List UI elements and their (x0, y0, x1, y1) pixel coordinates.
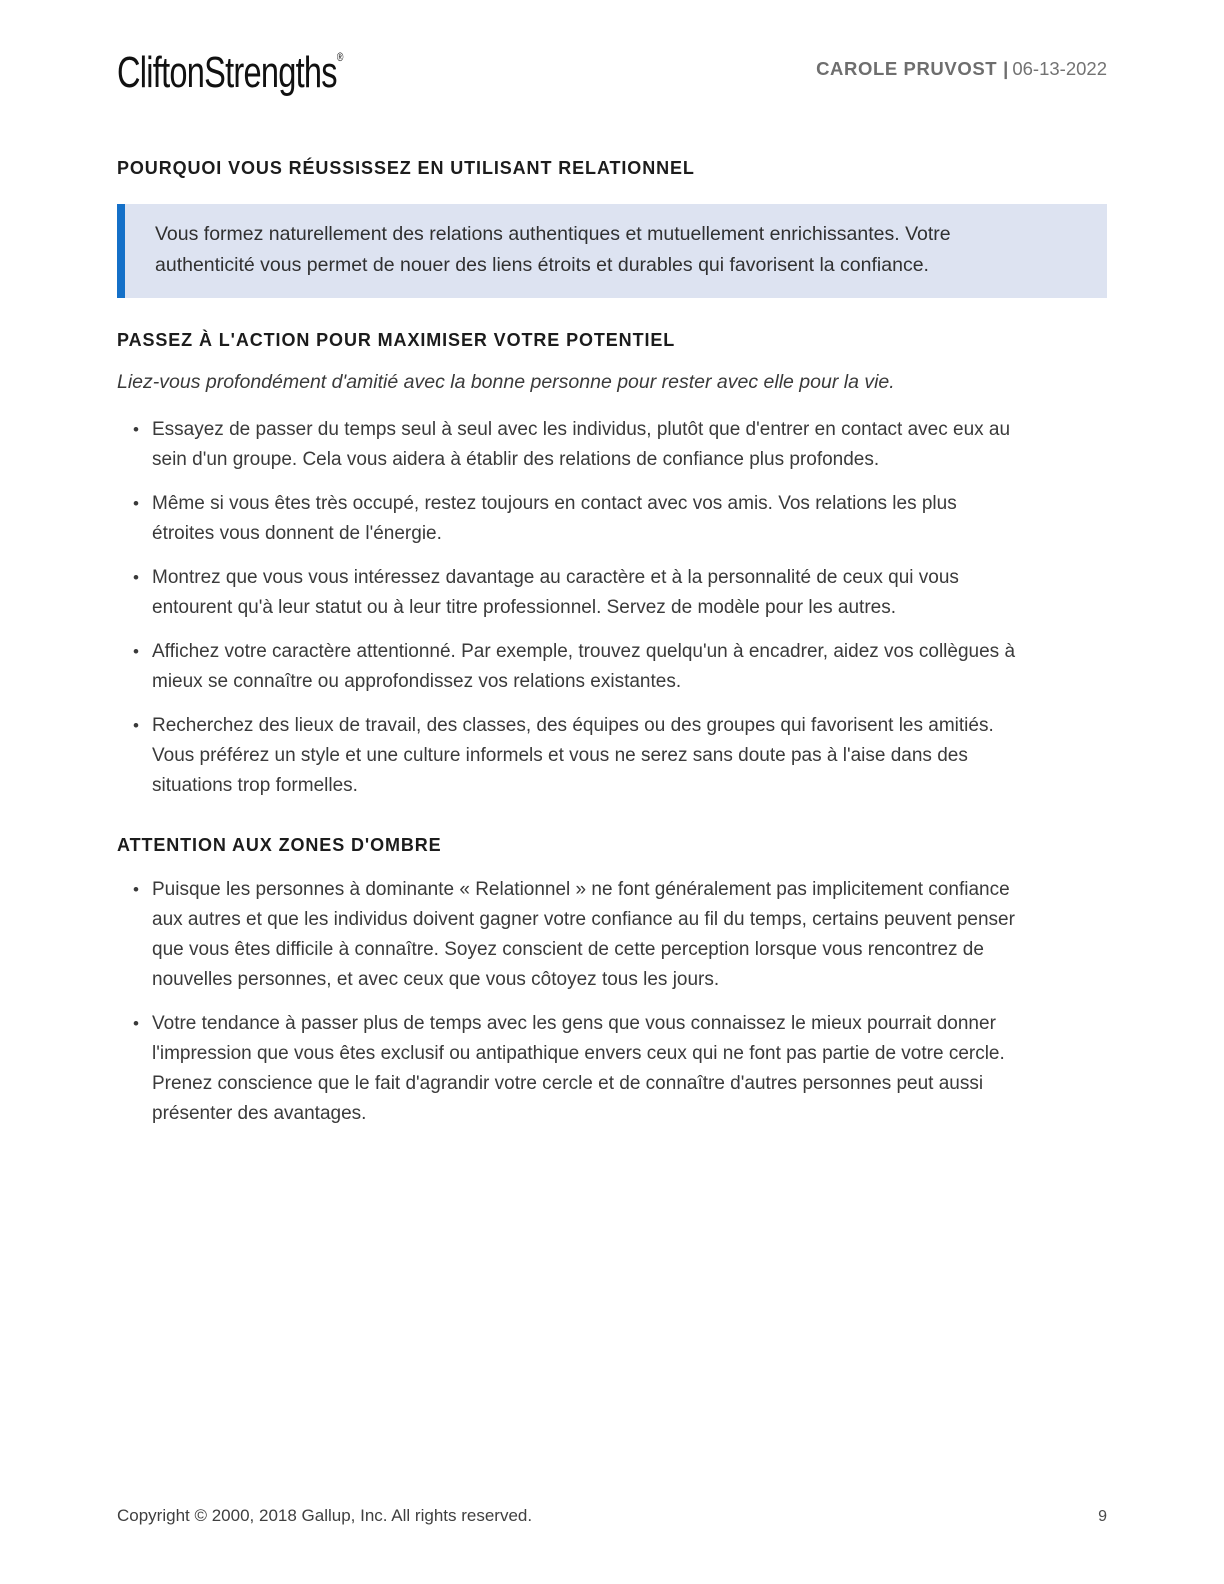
bullet-icon: • (133, 642, 139, 662)
list-item (117, 489, 1107, 549)
cliftonstrengths-logo (117, 50, 343, 96)
list-item (117, 875, 1107, 995)
list-item-text: Essayez de passer du temps seul à seul avec les individus, plutôt que d'entrer en contact avec eux au sein d'un groupe. Cela vous aidera à établir des relations de confiance plus profondes. (152, 419, 1011, 471)
list-item-text: Recherchez des lieux de travail, des classes, des équipes ou des groupes qui favorisent les amitiés. Vous préférez un style et une culture informels et vous ne serez sans doute pas à l'aise dans des situations trop formelles. (152, 715, 994, 797)
report-content (117, 158, 1107, 1129)
header-separator: | (1003, 58, 1009, 79)
list-item (117, 563, 1107, 623)
section-why-you-succeed (117, 158, 1107, 298)
list-item-text: Affichez votre caractère attentionné. Par exemple, trouvez quelqu'un à encadrer, aidez vos collègues à mieux se connaître ou approfondissez vos relations existantes. (152, 641, 1016, 693)
logo-text: CliftonStrengths (117, 48, 337, 97)
action-bullet-list (117, 415, 1107, 801)
list-item (117, 415, 1107, 475)
page-header (117, 0, 1107, 96)
list-item (117, 1009, 1107, 1129)
list-item-text: Puisque les personnes à dominante « Relationnel » ne font généralement pas implicitement confiance aux autres et que les individus doivent gagner votre confiance au fil du temps, certains peuvent penser que vous êtes difficile à connaître. Soyez conscient de cette perception lorsque vous rencontrez de nouvelles personnes, et avec ceux que vous côtoyez tous les jours. (152, 878, 1015, 990)
callout-text (125, 204, 1037, 298)
list-item (117, 711, 1107, 801)
list-item-text: Votre tendance à passer plus de temps avec les gens que vous connaissez le mieux pourrait donner l'impression que vous êtes exclusif ou antipathique envers ceux qui ne font pas partie de votre cercle. Prenez conscience que le fait d'agrandir votre cercle et de connaître d'autres personnes peut aussi présenter des avantages. (152, 1012, 1005, 1124)
header-meta (816, 58, 1107, 80)
report-date: 06-13-2022 (1012, 58, 1107, 79)
person-name: CAROLE PRUVOST (816, 58, 998, 79)
bullet-icon: • (133, 494, 139, 514)
bullet-icon: • (133, 1013, 139, 1033)
attention-bullet-list (117, 875, 1107, 1129)
section-heading-action: PASSEZ À L'ACTION POUR MAXIMISER VOTRE POTENTIEL (117, 329, 676, 350)
bullet-icon: • (133, 716, 139, 736)
callout-paragraph: Vous formez naturellement des relations authentiques et mutuellement enrichissantes. Votre authenticité vous permet de nouer des liens étroits et durables qui favorisent la confiance. (155, 222, 951, 276)
bullet-icon: • (133, 420, 139, 440)
strength-callout-box (117, 204, 1107, 298)
section-take-action (117, 330, 1107, 802)
bullet-icon: • (133, 568, 139, 588)
bullet-icon: • (133, 879, 139, 899)
copyright-notice: Copyright © 2000, 2018 Gallup, Inc. All rights reserved. (117, 1506, 533, 1525)
page-footer (117, 1506, 1107, 1526)
section-heading-attention: ATTENTION AUX ZONES D'OMBRE (117, 835, 442, 856)
action-intro-line: Liez-vous profondément d'amitié avec la bonne personne pour rester avec elle pour la vie. (117, 371, 895, 394)
list-item-text: Même si vous êtes très occupé, restez toujours en contact avec vos amis. Vos relations les plus étroites vous donnent de l'énergie. (152, 493, 957, 545)
list-item (117, 637, 1107, 697)
list-item-text: Montrez que vous vous intéressez davantage au caractère et à la personnalité de ceux qui vous entourent qu'à leur statut ou à leur titre professionnel. Servez de modèle pour les autres. (152, 567, 959, 619)
registered-trademark-mark: ® (336, 50, 344, 64)
section-heading-why: POURQUOI VOUS RÉUSSISSEZ EN UTILISANT RELATIONNEL (117, 158, 695, 179)
callout-accent-bar (117, 204, 125, 298)
section-blind-spots (117, 835, 1107, 1129)
page-number: 9 (1098, 1508, 1107, 1525)
